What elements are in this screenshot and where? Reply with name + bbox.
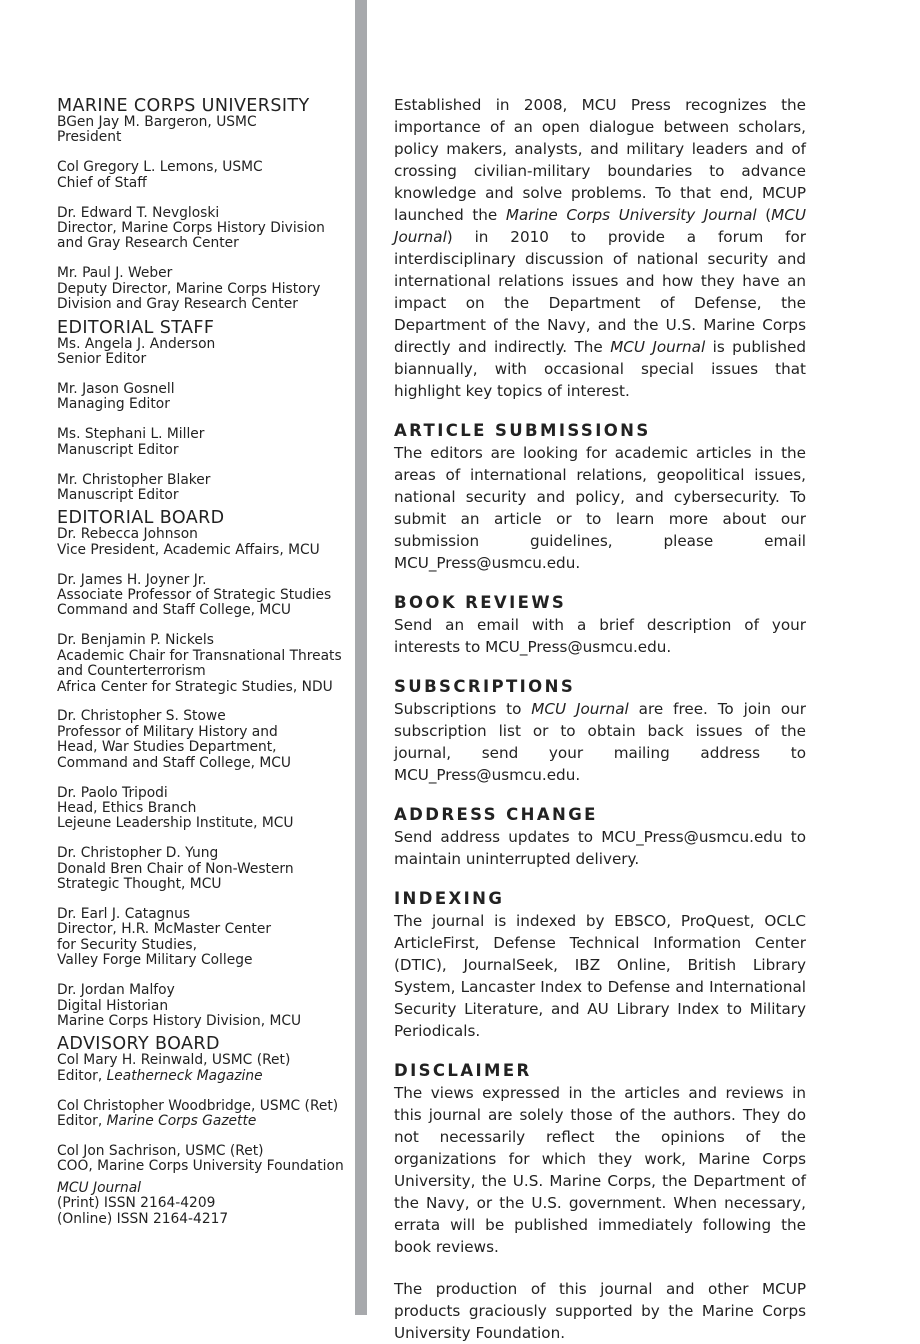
person-title: Chief of Staff bbox=[57, 174, 147, 191]
section-editorial-board bbox=[57, 509, 349, 1029]
intro-text: Established in 2008, MCU Press recognizes the importance of an open dialogue between scholars, policy makers, analysts, and military leaders and of crossing civilian-military boundaries to advance knowledge and solve problems. To that end, MCUP launched the bbox=[394, 96, 806, 224]
print-issn: (Print) ISSN 2164-4209 bbox=[57, 1195, 216, 1212]
person-entry bbox=[57, 573, 349, 619]
masthead-column bbox=[57, 97, 349, 1242]
journal-short-title: MCU Journal bbox=[610, 338, 706, 356]
person-title: Manuscript Editor bbox=[57, 486, 179, 503]
person-name: Ms. Angela J. Anderson bbox=[57, 335, 216, 352]
person-title: Valley Forge Military College bbox=[57, 952, 253, 969]
section-body: The journal is indexed by EBSCO, ProQuest, OCLC ArticleFirst, Defense Technical Information Center (DTIC), JournalSeek, IBZ Online, British Library System, Lancaster Index to Defense and International Security Literature, and AU Library Index to Military Periodicals. bbox=[394, 912, 806, 1040]
section-heading: EDITORIAL BOARD bbox=[57, 508, 225, 529]
person-entry bbox=[57, 846, 349, 892]
journal-short-title: MCU Journal bbox=[531, 700, 629, 718]
person-name: Dr. Christopher D. Yung bbox=[57, 845, 219, 862]
person-entry bbox=[57, 907, 349, 969]
person-title: and Gray Research Center bbox=[57, 235, 239, 252]
journal-short-title: MCU Journal bbox=[394, 206, 806, 246]
section-heading: MARINE CORPS UNIVERSITY bbox=[57, 96, 310, 116]
book-reviews-section bbox=[394, 592, 806, 658]
person-name: Dr. Paolo Tripodi bbox=[57, 784, 168, 801]
online-issn: (Online) ISSN 2164-4217 bbox=[57, 1210, 229, 1227]
section-body: The editors are looking for academic articles in the areas of international relations, geopolitical issues, national security and policy, and cybersecurity. To submit an article or to learn more about our submission guidelines, please email MCU_Press@usmcu.edu. bbox=[394, 444, 806, 572]
section-heading: SUBSCRIPTIONS bbox=[394, 677, 576, 696]
person-title: Division and Gray Research Center bbox=[57, 296, 298, 313]
section-body: Send an email with a brief description of your interests to MCU_Press@usmcu.edu. bbox=[394, 616, 806, 656]
intro-text: ( bbox=[756, 206, 772, 224]
person-name: Col Jon Sachrison, USMC (Ret) bbox=[57, 1143, 264, 1159]
person-title: and Counterterrorism bbox=[57, 663, 206, 680]
person-entry bbox=[57, 206, 349, 252]
person-title: Vice President, Academic Affairs, MCU bbox=[57, 541, 320, 558]
person-name: Dr. James H. Joyner Jr. bbox=[57, 571, 207, 588]
person-entry bbox=[57, 266, 349, 312]
role-prefix: Editor, bbox=[57, 1067, 107, 1084]
info-column bbox=[394, 94, 806, 1344]
address-change-section bbox=[394, 804, 806, 870]
column-divider bbox=[355, 0, 367, 1315]
person-entry bbox=[57, 337, 349, 368]
publication-title: Marine Corps Gazette bbox=[106, 1113, 257, 1130]
person-name: Dr. Edward T. Nevgloski bbox=[57, 204, 220, 221]
person-name: Ms. Stephani L. Miller bbox=[57, 426, 205, 443]
person-entry bbox=[57, 382, 349, 413]
person-entry bbox=[57, 115, 349, 146]
section-heading: ADVISORY BOARD bbox=[57, 1034, 220, 1055]
person-name: Mr. Jason Gosnell bbox=[57, 380, 175, 397]
person-entry bbox=[57, 427, 349, 458]
production-note: The production of this journal and other MCUP products graciously supported by the Marine Corps University Foundation. bbox=[394, 1280, 806, 1342]
person-title bbox=[57, 1069, 349, 1084]
person-entry bbox=[57, 709, 349, 771]
person-title: Africa Center for Strategic Studies, NDU bbox=[57, 678, 333, 695]
section-advisory-board bbox=[57, 1035, 349, 1174]
person-title: Senior Editor bbox=[57, 350, 147, 367]
section-editorial-staff bbox=[57, 319, 349, 504]
intro-paragraph bbox=[394, 94, 806, 402]
person-title: Strategic Thought, MCU bbox=[57, 876, 222, 893]
person-title: Professor of Military History and bbox=[57, 723, 278, 740]
person-entry bbox=[57, 983, 349, 1029]
person-title: COO, Marine Corps University Foundation bbox=[57, 1158, 344, 1175]
indexing-section bbox=[394, 888, 806, 1042]
person-title: Head, Ethics Branch bbox=[57, 800, 197, 816]
journal-issn-block bbox=[57, 1181, 349, 1227]
person-title: Academic Chair for Transnational Threats bbox=[57, 647, 342, 664]
person-title: Manuscript Editor bbox=[57, 441, 179, 458]
section-heading: DISCLAIMER bbox=[394, 1061, 532, 1080]
person-title: Command and Staff College, MCU bbox=[57, 602, 292, 619]
section-heading: ADDRESS CHANGE bbox=[394, 805, 598, 824]
section-heading: EDITORIAL STAFF bbox=[57, 317, 215, 338]
person-title: Command and Staff College, MCU bbox=[57, 754, 292, 771]
person-title: Digital Historian bbox=[57, 997, 169, 1014]
intro-text: is published biannually, with occasional special issues that highlight key topics of interest. bbox=[394, 338, 807, 400]
person-entry bbox=[57, 1144, 349, 1175]
person-name: Dr. Jordan Malfoy bbox=[57, 982, 175, 999]
article-submissions-section bbox=[394, 420, 806, 574]
publication-title: Leatherneck Magazine bbox=[106, 1067, 263, 1084]
section-body: The views expressed in the articles and reviews in this journal are solely those of the authors. They do not necessarily reflect the opinions of the organizations for which they work, Marine Corps University, the U.S. Marine Corps, the Department of the Navy, or the U.S. government. When necessary, errata will be published immediately following the book reviews. bbox=[394, 1084, 806, 1256]
person-entry bbox=[57, 527, 349, 558]
person-name: Dr. Rebecca Johnson bbox=[57, 526, 198, 543]
person-entry bbox=[57, 786, 349, 832]
section-heading: ARTICLE SUBMISSIONS bbox=[394, 421, 651, 440]
person-title: Donald Bren Chair of Non-Western bbox=[57, 860, 294, 877]
person-title: Managing Editor bbox=[57, 396, 170, 413]
person-title: Associate Professor of Strategic Studies bbox=[57, 587, 332, 604]
subscriptions-section bbox=[394, 676, 806, 786]
person-entry bbox=[57, 633, 349, 695]
person-title: Director, H.R. McMaster Center bbox=[57, 921, 272, 938]
disclaimer-section bbox=[394, 1060, 806, 1344]
person-title: Director, Marine Corps History Division bbox=[57, 220, 325, 237]
person-title: for Security Studies, bbox=[57, 936, 197, 953]
person-title: Deputy Director, Marine Corps History bbox=[57, 280, 321, 297]
person-name: Mr. Christopher Blaker bbox=[57, 471, 211, 488]
person-entry bbox=[57, 473, 349, 504]
person-name: Dr. Benjamin P. Nickels bbox=[57, 632, 214, 649]
person-entry bbox=[57, 1053, 349, 1084]
person-title: Lejeune Leadership Institute, MCU bbox=[57, 815, 294, 832]
body-text: Subscriptions to bbox=[394, 700, 532, 718]
person-title bbox=[57, 1114, 349, 1129]
person-name: Col Gregory L. Lemons, USMC bbox=[57, 159, 263, 176]
person-title: Marine Corps History Division, MCU bbox=[57, 1012, 302, 1029]
role-prefix: Editor, bbox=[57, 1113, 107, 1130]
person-title: Head, War Studies Department, bbox=[57, 739, 277, 756]
person-entry bbox=[57, 160, 349, 191]
section-heading: BOOK REVIEWS bbox=[394, 593, 567, 612]
person-name: Col Mary H. Reinwald, USMC (Ret) bbox=[57, 1052, 291, 1069]
person-name: Col Christopher Woodbridge, USMC (Ret) bbox=[57, 1097, 339, 1114]
person-name: Dr. Earl J. Catagnus bbox=[57, 906, 191, 923]
journal-full-title: Marine Corps University Journal bbox=[505, 206, 757, 224]
body-text: are free. To join our subscription list or to obtain back issues of the journal, send your mailing address to MCU_Press@usmcu.edu. bbox=[394, 700, 806, 784]
section-body bbox=[394, 698, 806, 786]
journal-title: MCU Journal bbox=[57, 1179, 141, 1196]
intro-text: ) in 2010 to provide a forum for interdisciplinary discussion of national security and international relations issues and how they have an impact on the Department of Defense, the Department of the Navy, and the U.S. Marine Corps directly and indirectly. The bbox=[394, 228, 806, 356]
person-title: President bbox=[57, 129, 122, 146]
person-name: Mr. Paul J. Weber bbox=[57, 265, 173, 282]
person-entry bbox=[57, 1099, 349, 1130]
person-name: Dr. Christopher S. Stowe bbox=[57, 708, 226, 725]
section-marine-corps-university bbox=[57, 97, 349, 313]
section-body: Send address updates to MCU_Press@usmcu.edu to maintain uninterrupted delivery. bbox=[394, 828, 806, 868]
person-name: BGen Jay M. Bargeron, USMC bbox=[57, 114, 257, 130]
section-heading: INDEXING bbox=[394, 889, 505, 908]
